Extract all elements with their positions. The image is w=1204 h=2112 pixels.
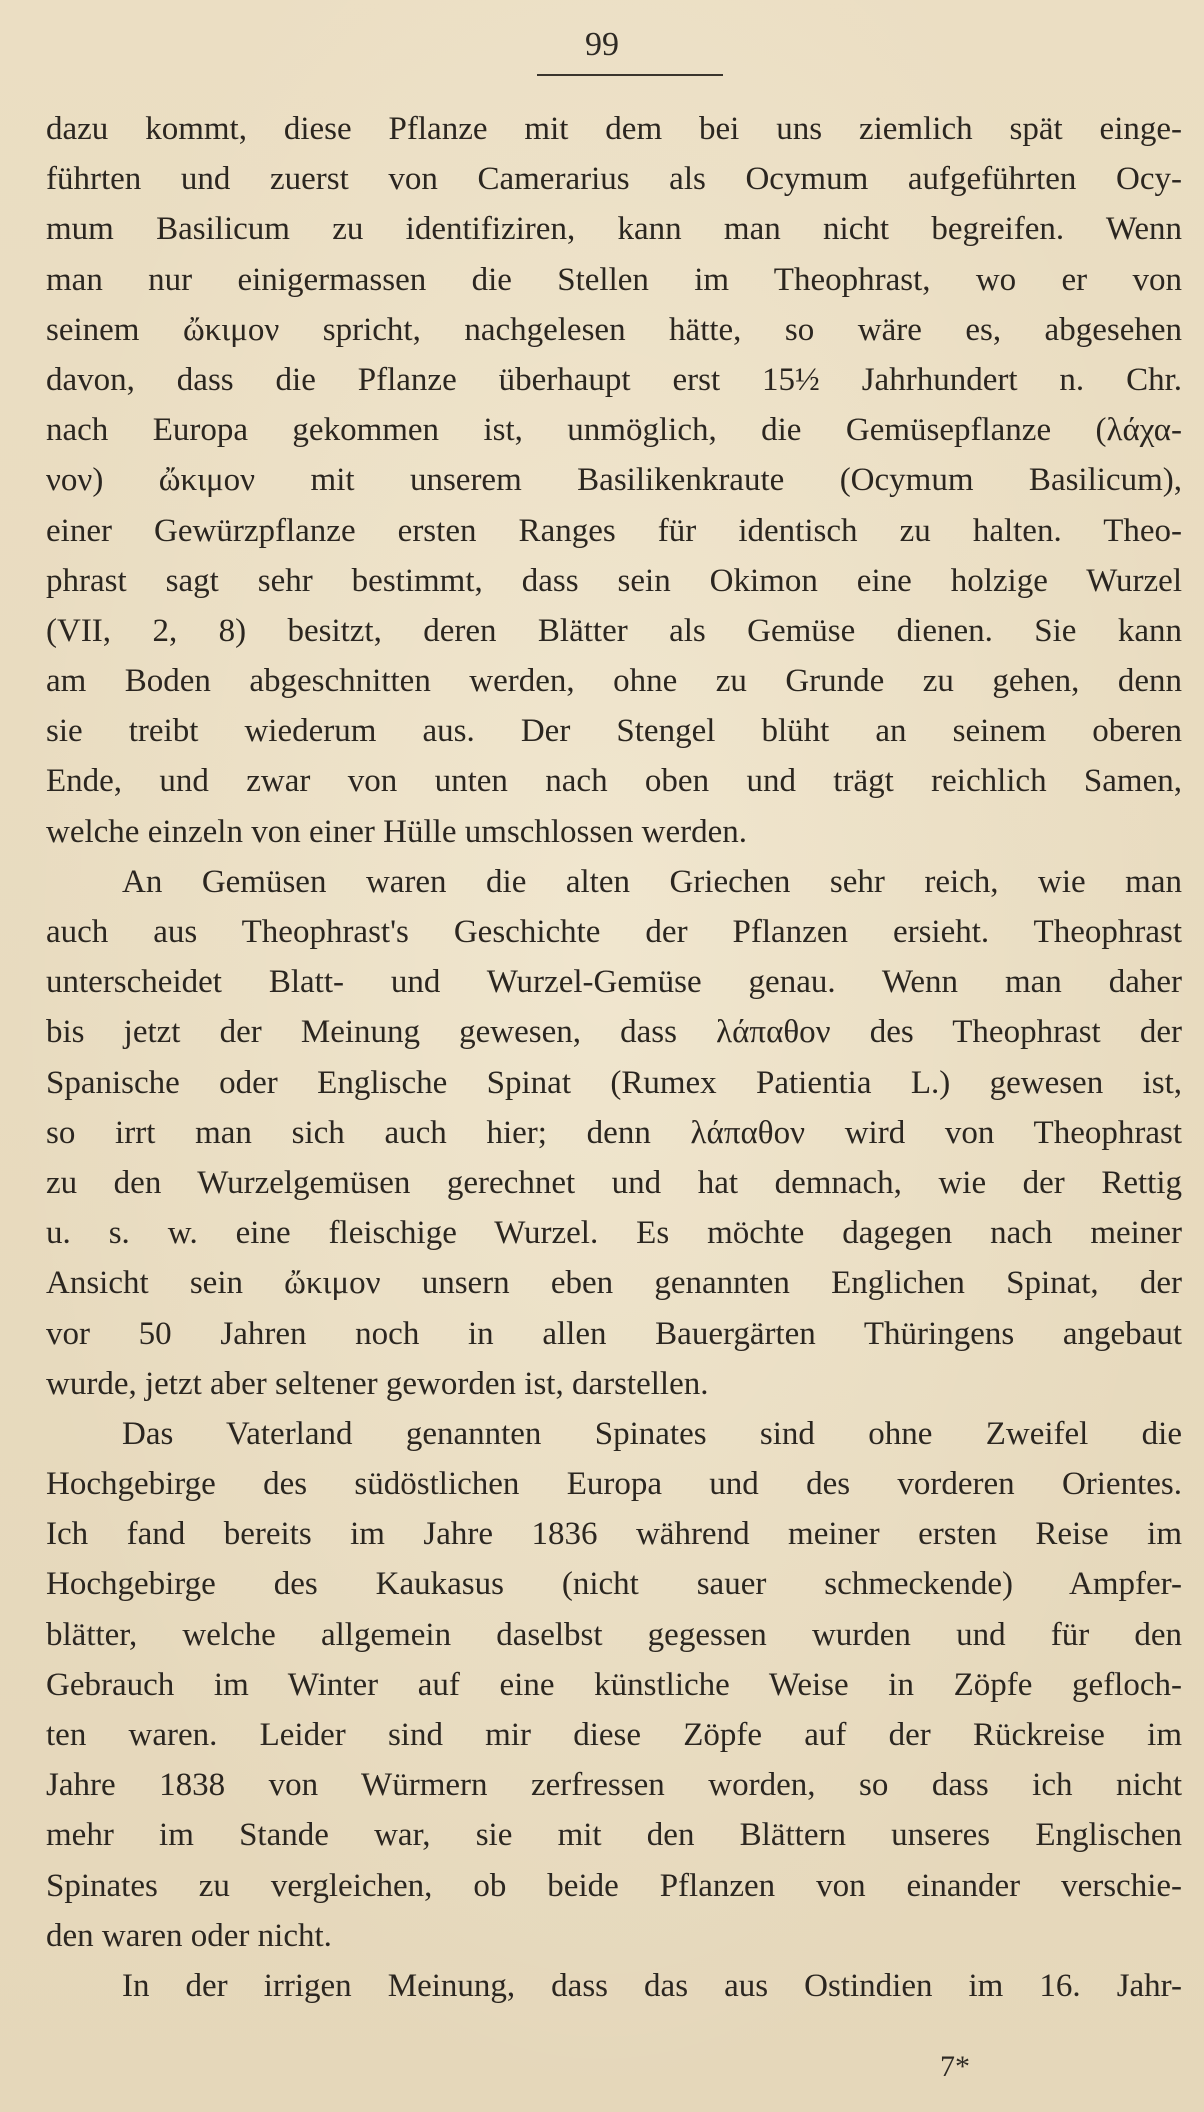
text-line: νον) ὤκιμον mit unserem Basilikenkraute (Ocymum Basilicum), <box>46 462 1182 499</box>
text-line: davon, dass die Pflanze überhaupt erst 15½ Jahrhundert n. Chr. <box>46 361 1182 398</box>
text-line: In der irrigen Meinung, dass das aus Ostindien im 16. Jahr- <box>122 1967 1182 2004</box>
text-line: Gebrauch im Winter auf eine künstliche Weise in Zöpfe geflоch- <box>46 1666 1182 1703</box>
text-line: u. s. w. eine fleischige Wurzel. Es möchte dagegen nach meiner <box>46 1215 1182 1252</box>
text-line: seinem ὤκιμον spricht, nachgelesen hätte, so wäre es, abgesehen <box>46 311 1182 348</box>
text-line: den waren oder nicht. <box>46 1917 332 1954</box>
text-line: Spinates zu vergleichen, ob beide Pflanzen von einander verschie- <box>46 1867 1182 1904</box>
text-line: phrast sagt sehr bestimmt, dass sein Okimon eine holzige Wurzel <box>46 562 1182 599</box>
text-line: An Gemüsen waren die alten Griechen sehr reich, wie man <box>122 863 1182 900</box>
text-line: Hochgebirge des Kaukasus (nicht sauer schmeckende) Ampfer- <box>46 1566 1182 1603</box>
text-line: dazu kommt, diese Pflanze mit dem bei uns ziemlich spät einge- <box>46 111 1182 147</box>
text-line: auch aus Theophrast's Geschichte der Pflanzen ersieht. Theophrast <box>46 914 1182 950</box>
text-line: ten waren. Leider sind mir diese Zöpfe auf der Rückreise im <box>46 1717 1182 1753</box>
text-line: (VII, 2, 8) besitzt, deren Blätter als Gemüse dienen. Sie kann <box>46 612 1182 649</box>
text-line: Spanische oder Englische Spinat (Rumex Patientia L.) gewesen ist, <box>46 1064 1182 1101</box>
text-line: Ich fand bereits im Jahre 1836 während meiner ersten Reise im <box>46 1516 1182 1553</box>
text-line: welche einzeln von einer Hülle umschlossen werden. <box>46 813 748 850</box>
body-text <box>46 104 1182 2011</box>
text-line: Ansicht sein ὤκιμον unsern eben genannten Englichen Spinat, der <box>46 1265 1182 1302</box>
header-rule <box>537 74 723 76</box>
page-number: 99 <box>585 26 619 63</box>
text-line: bis jetzt der Meinung gewesen, dass λάπαθον des Theophrast der <box>46 1014 1182 1051</box>
text-line: führten und zuerst von Camerarius als Ocymum aufgeführten Ocy- <box>46 161 1182 198</box>
text-line: Das Vaterland genannten Spinates sind ohne Zweifel die <box>122 1415 1182 1452</box>
signature-mark: 7* <box>940 2050 970 2083</box>
text-line: zu den Wurzelgemüsen gerechnet und hat demnach, wie der Rettig <box>46 1164 1182 1201</box>
text-line: sie treibt wiederum aus. Der Stengel blüht an seinem oberen <box>46 713 1182 750</box>
text-line: man nur einigermassen die Stellen im Theophrast, wo er von <box>46 261 1182 298</box>
text-line: unterscheidet Blatt- und Wurzel-Gemüse genau. Wenn man daher <box>46 964 1182 1001</box>
text-line: Hochgebirge des südöstlichen Europa und des vorderen Orientes. <box>46 1466 1182 1503</box>
text-line: nach Europa gekommen ist, unmöglich, die Gemüsepflanze (λάχα- <box>46 412 1182 449</box>
text-line: Ende, und zwar von unten nach oben und trägt reichlich Samen, <box>46 763 1182 800</box>
text-line: mehr im Stande war, sie mit den Blättern unseres Englischen <box>46 1817 1182 1854</box>
text-line: blätter, welche allgemein daselbst gegessen wurden und für den <box>46 1616 1182 1653</box>
text-line: vor 50 Jahren noch in allen Bauergärten Thüringens angebaut <box>46 1315 1182 1352</box>
text-line: einer Gewürzpflanze ersten Ranges für identisch zu halten. Theo- <box>46 512 1182 549</box>
text-line: mum Basilicum zu identifiziren, kann man nicht begreifen. Wenn <box>46 211 1182 248</box>
text-line: so irrt man sich auch hier; denn λάπαθον wird von Theophrast <box>46 1114 1182 1151</box>
text-line: am Boden abgeschnitten werden, ohne zu Grunde zu gehen, denn <box>46 663 1182 700</box>
text-line: wurde, jetzt aber seltener geworden ist, darstellen. <box>46 1365 709 1402</box>
text-line: Jahre 1838 von Würmern zerfressen worden, so dass ich nicht <box>46 1767 1182 1804</box>
